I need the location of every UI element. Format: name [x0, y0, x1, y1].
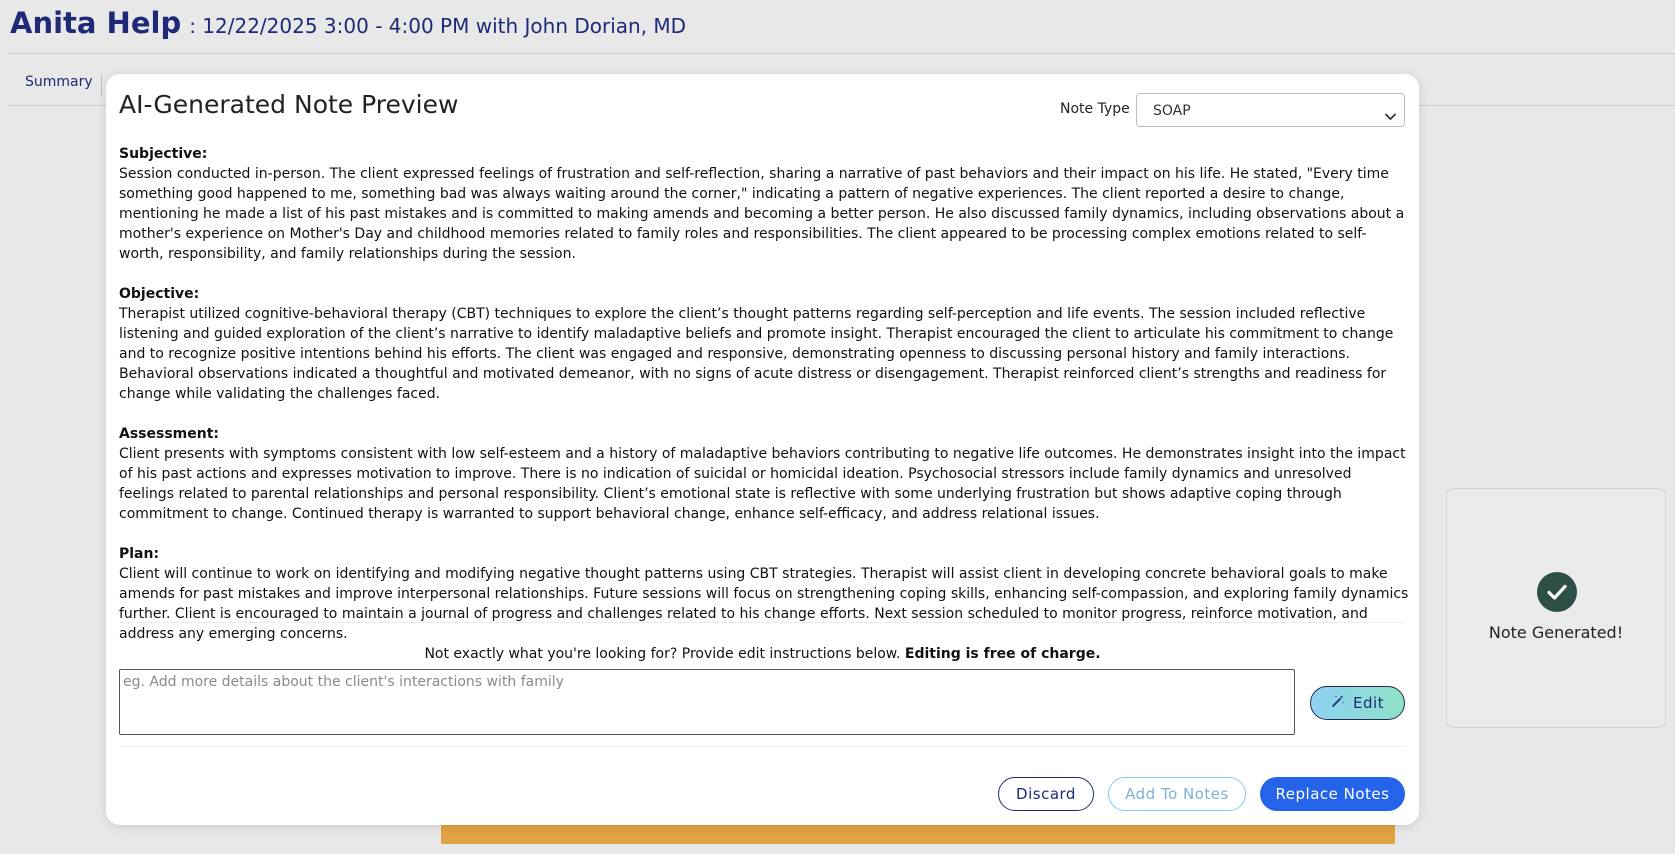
header-divider	[8, 53, 1675, 54]
note-body	[119, 144, 1409, 664]
note-type-value: SOAP	[1153, 103, 1191, 119]
section-heading: Subjective:	[119, 146, 208, 162]
replace-notes-button[interactable]: Replace Notes	[1260, 777, 1405, 811]
chevron-down-icon	[1385, 106, 1396, 125]
note-section-assessment	[119, 424, 1409, 524]
divider	[119, 746, 1405, 747]
note-section-plan	[119, 544, 1409, 644]
client-name: Anita Help	[10, 6, 182, 40]
section-heading: Assessment:	[119, 426, 220, 442]
discard-button[interactable]: Discard	[998, 777, 1094, 811]
divider	[119, 622, 1405, 623]
section-text: Therapist utilized cognitive-behavioral therapy (CBT) techniques to explore the client’s thought patterns regarding self-perception and life events. The session included reflective listening and guided exploration of the client’s narrative to identify maladaptive beliefs and promote insight. Therapist encouraged the client to articulate his commitment to change and to recognize positive intentions behind his efforts. The client was engaged and responsive, demonstrating openness to discussing personal history and family interactions. Behavioral observations indicated a thoughtful and motivated demeanor, with no signs of acute distress or disengagement. Therapist reinforced client’s strengths and readiness for change while validating the challenges faced.	[119, 306, 1394, 402]
edit-button-label: Edit	[1352, 694, 1385, 712]
add-to-notes-button[interactable]: Add To Notes	[1108, 777, 1246, 811]
page-header	[10, 6, 1675, 52]
note-type-label: Note Type	[1060, 101, 1130, 117]
section-text: Client presents with symptoms consistent with low self-esteem and a history of maladaptive behaviors contributing to negative life outcomes. He demonstrates insight into the impact of his past actions and expresses motivation to improve. There is no indication of suicidal or homicidal ideation. Psychosocial stressors include family dynamics and unresolved feelings related to parental relationships and personal responsibility. Client’s emotional state is reflective with some underlying frustration but shows adaptive coping through commitment to change. Continued therapy is warranted to support behavioral change, enhance self-efficacy, and address relational issues.	[119, 446, 1406, 522]
edit-instructions-input[interactable]	[119, 669, 1295, 735]
section-heading: Plan:	[119, 546, 160, 562]
tab-separator	[101, 74, 102, 96]
section-heading: Objective:	[119, 286, 200, 302]
edit-prompt-bold: Editing is free of charge.	[904, 646, 1101, 662]
tab-summary[interactable]: Summary	[25, 74, 93, 90]
ai-note-preview-modal	[106, 74, 1419, 825]
section-text: Session conducted in-person. The client expressed feelings of frustration and self-reflection, sharing a narrative of past behaviors and their impact on his life. He stated, "Every time something good happened to me, something bad was always waiting around the corner," indicating a pattern of negative experiences. The client reported a desire to change, mentioning he made a list of his past mistakes and is committed to making amends and becoming a better person. He also discussed family dynamics, including observations about a mother's experience on Mother's Day and childhood memories related to family roles and responsibilities. The client appeared to be processing complex emotions related to self-worth, responsibility, and family relationships during the session.	[119, 166, 1405, 262]
magic-wand-icon	[1331, 694, 1345, 712]
check-circle-icon	[1537, 572, 1577, 612]
note-generated-label: Note Generated!	[1488, 623, 1624, 642]
note-status-card	[1446, 488, 1666, 728]
edit-prompt-text: Not exactly what you're looking for? Provide edit instructions below.	[424, 646, 901, 662]
session-info: : 12/22/2025 3:00 - 4:00 PM with John Dorian, MD	[189, 14, 687, 38]
section-text: Client will continue to work on identifying and modifying negative thought patterns using CBT strategies. Therapist will assist client in developing concrete behavioral goals to make amends for past mistakes and improve interpersonal relationships. Future sessions will focus on strengthening coping skills, enhancing self-compassion, and exploring family dynamics further. Client is encouraged to maintain a journal of progress and challenges related to his change efforts. Next session scheduled to monitor progress, reinforce motivation, and address any emerging concerns.	[119, 566, 1409, 642]
note-section-objective	[119, 284, 1409, 404]
edit-button[interactable]	[1310, 686, 1405, 720]
note-type-select[interactable]	[1136, 93, 1405, 127]
edit-prompt	[106, 646, 1419, 662]
note-section-subjective	[119, 144, 1409, 264]
modal-title: AI-Generated Note Preview	[119, 90, 459, 119]
